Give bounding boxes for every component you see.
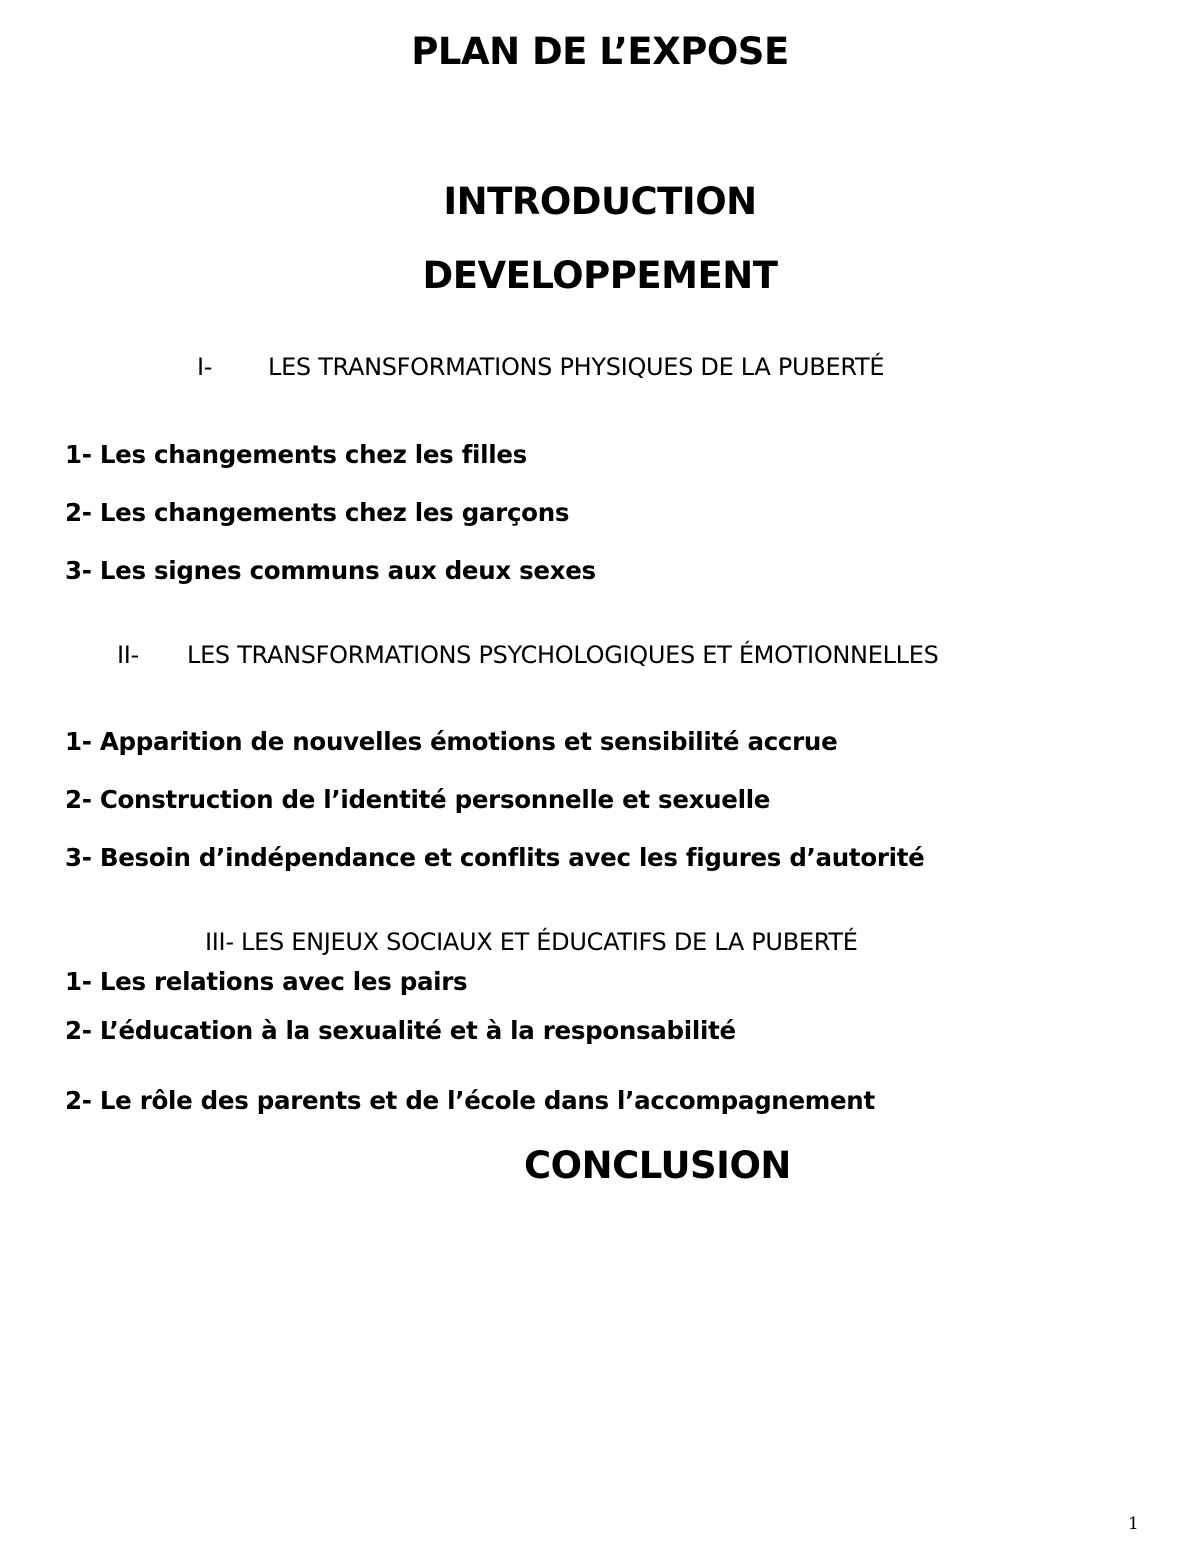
page-title: PLAN DE L’EXPOSE [411, 30, 789, 73]
section-2-heading [117, 641, 939, 669]
section-2-item-3: 3- Besoin d’indépendance et conflits avec les figures d’autorité [65, 843, 925, 872]
section-2-title: LES TRANSFORMATIONS PSYCHOLOGIQUES ET ÉMOTIONNELLES [187, 641, 939, 669]
section-1-title: LES TRANSFORMATIONS PHYSIQUES DE LA PUBERTÉ [268, 353, 885, 381]
section-1-item-2: 2- Les changements chez les garçons [65, 498, 570, 527]
section-3-heading [205, 928, 858, 956]
section-3-title: LES ENJEUX SOCIAUX ET ÉDUCATIFS DE LA PUBERTÉ [241, 928, 858, 956]
section-3-item-3: 2- Le rôle des parents et de l’école dans l’accompagnement [65, 1086, 875, 1115]
section-3-item-2: 2- L’éducation à la sexualité et à la responsabilité [65, 1016, 736, 1045]
section-1-heading [197, 353, 884, 381]
conclusion-heading: CONCLUSION [524, 1144, 791, 1187]
section-1-item-1: 1- Les changements chez les filles [65, 440, 527, 469]
section-2-item-1: 1- Apparition de nouvelles émotions et sensibilité accrue [65, 727, 838, 756]
section-3-item-1: 1- Les relations avec les pairs [65, 967, 468, 996]
page-number: 1 [1128, 1514, 1139, 1534]
section-2-item-2: 2- Construction de l’identité personnelle et sexuelle [65, 785, 771, 814]
section-3-number: III- [205, 928, 234, 956]
introduction-heading: INTRODUCTION [443, 180, 757, 223]
developpement-heading: DEVELOPPEMENT [422, 254, 778, 297]
section-1-item-3: 3- Les signes communs aux deux sexes [65, 556, 596, 585]
section-2-number: II- [117, 641, 139, 669]
section-1-number: I- [197, 353, 213, 381]
